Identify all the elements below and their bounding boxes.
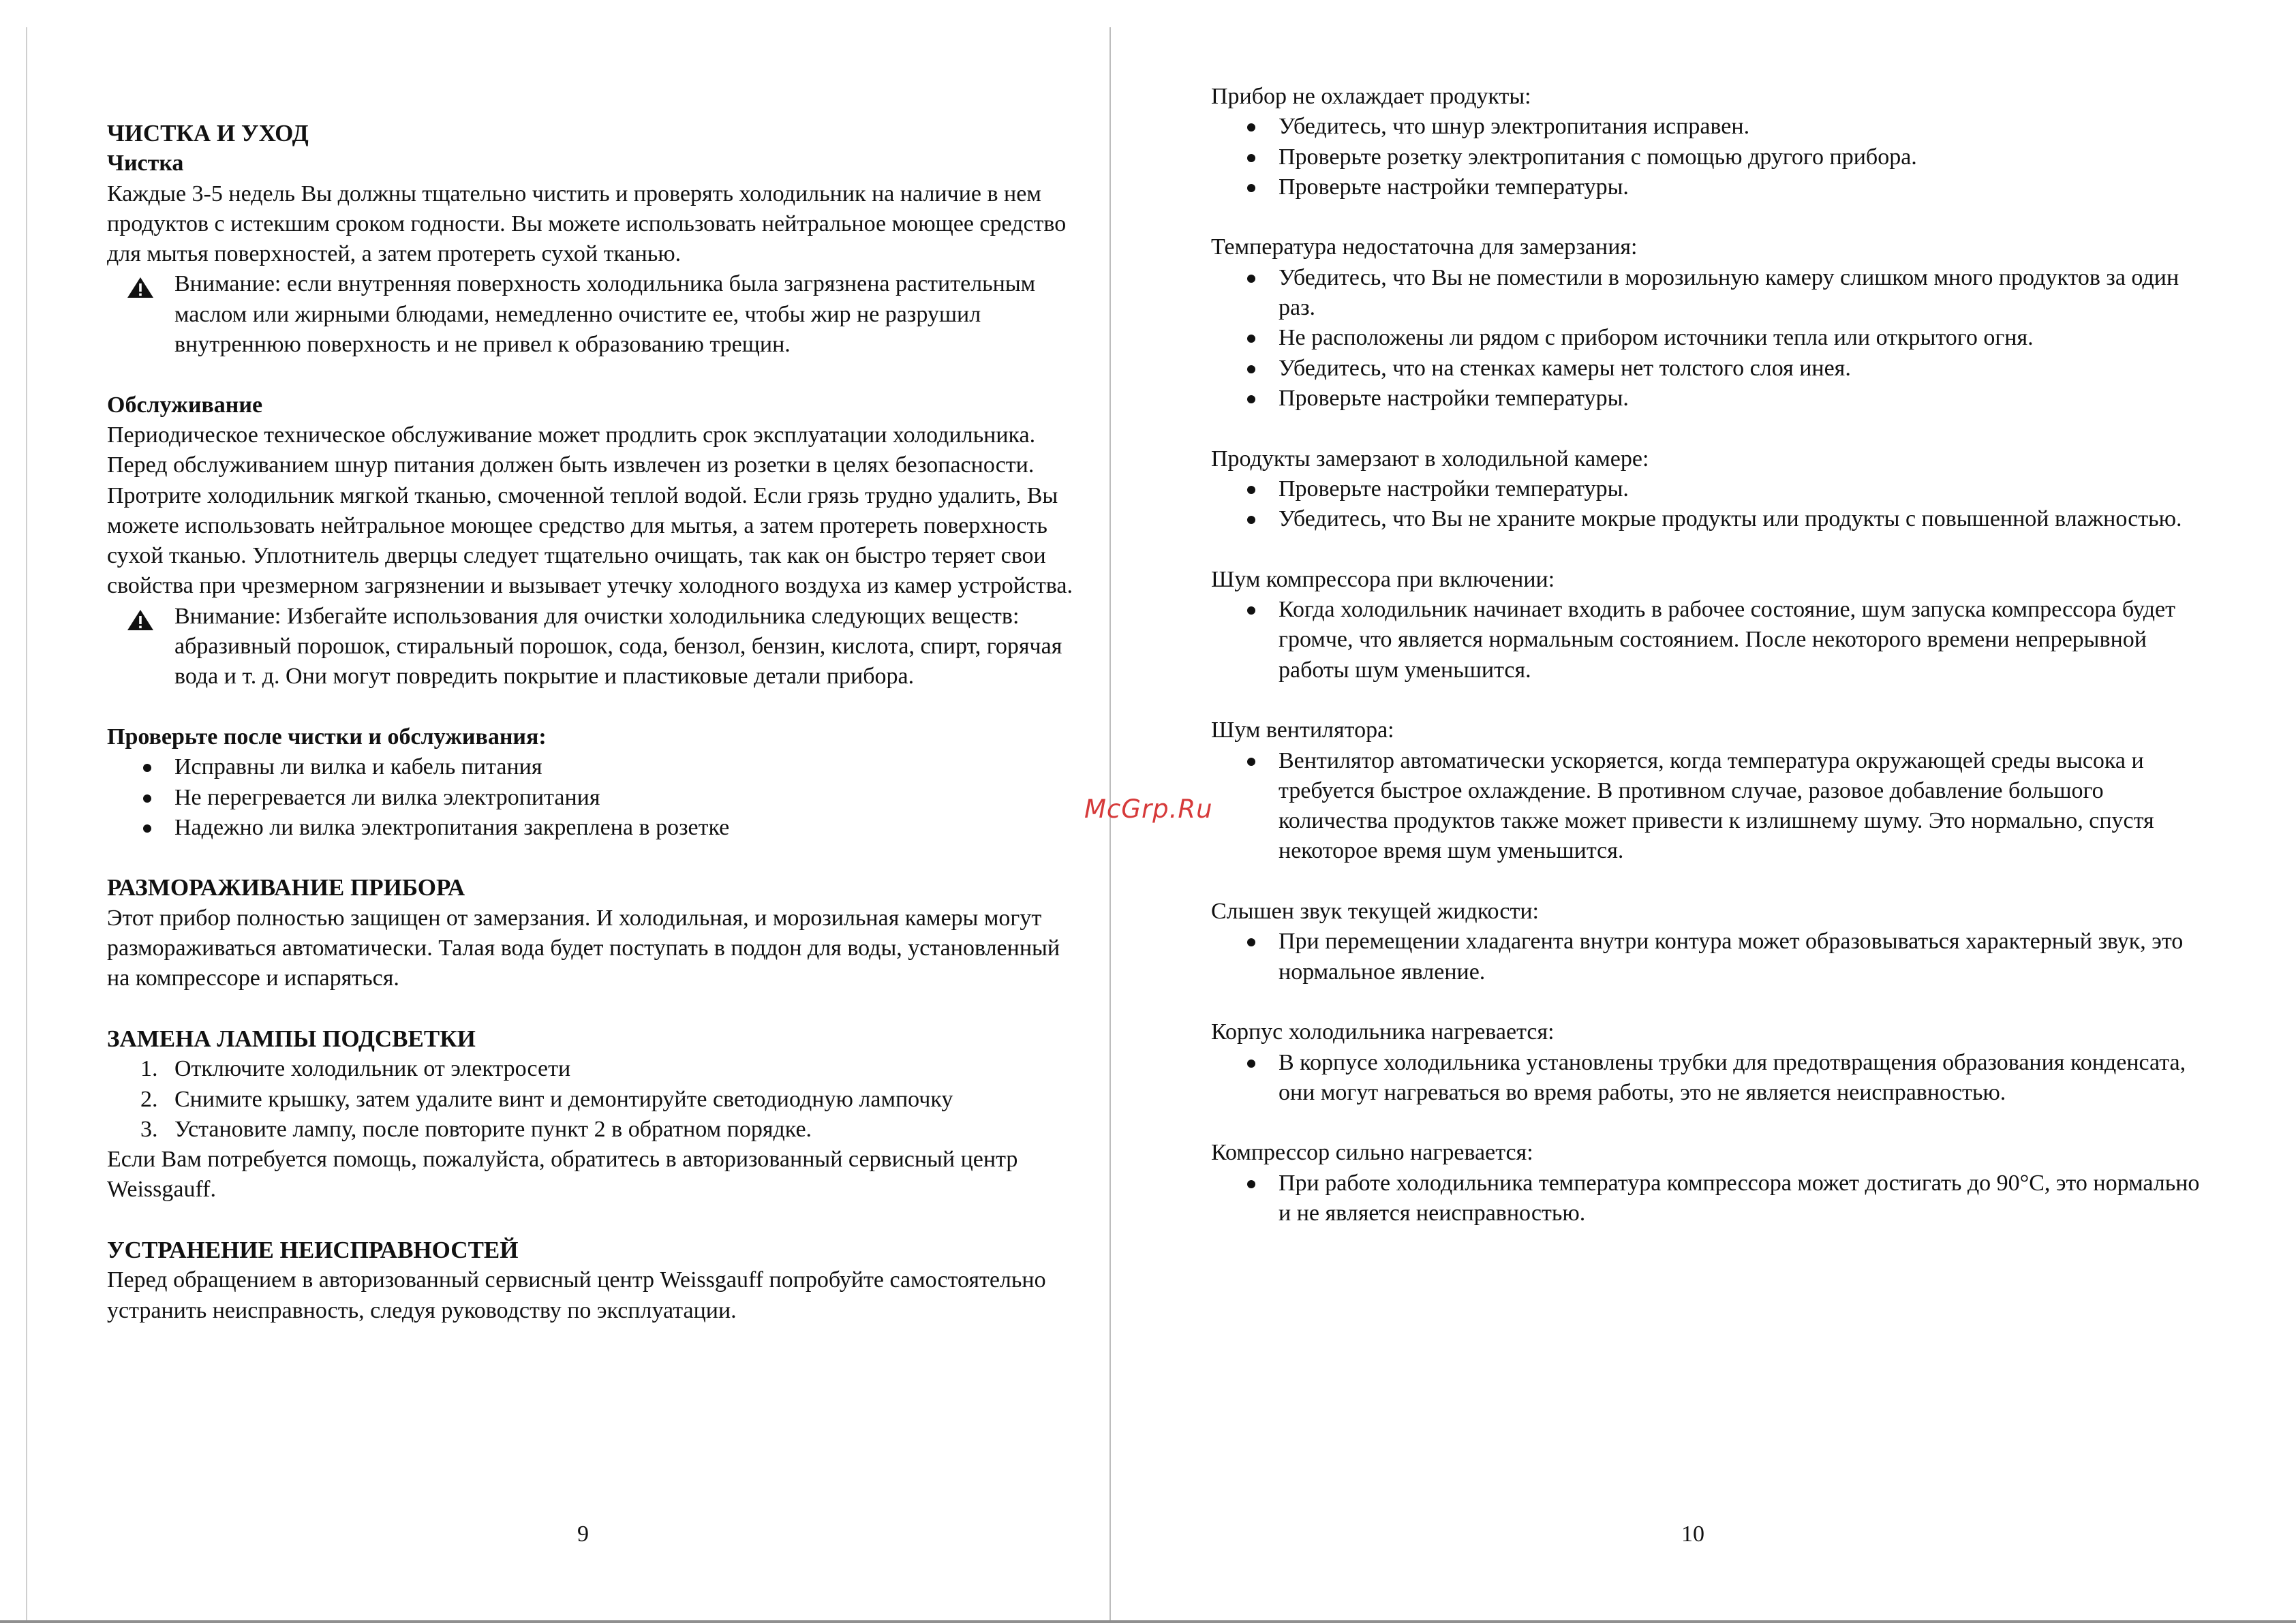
trouble-heading: Прибор не охлаждает продукты: — [1211, 84, 1531, 109]
trouble-section — [1211, 232, 2206, 414]
list-item: Надежно ли вилка электропитания закреплена в розетке — [107, 813, 1075, 843]
bullet — [1247, 516, 1255, 524]
section-title-cleaning-care: ЧИСТКА И УХОД — [107, 120, 309, 146]
lamp-note: Если Вам потребуется помощь, пожалуйста, обратитесь в авторизованный сервисный центр Weissgauff. — [107, 1147, 1018, 1203]
trouble-heading: Корпус холодильника нагревается: — [1211, 1019, 1555, 1045]
left-page — [107, 119, 1075, 1326]
list-item: 2. Снимите крышку, затем удалите винт и демонтируйте светодиодную лампочку — [140, 1086, 953, 1112]
list-item: При перемещении хладагента внутри контура может образовываться характерный звук, это нормальное явление. — [1211, 927, 2206, 987]
trouble-section — [1211, 565, 2206, 685]
subheading-maintenance: Обслуживание — [107, 392, 263, 418]
trouble-section — [1211, 1138, 2206, 1228]
trouble-heading: Компрессор сильно нагревается: — [1211, 1140, 1533, 1166]
check-list — [107, 752, 1075, 843]
list-item: Проверьте настройки температуры. — [1211, 474, 2206, 504]
trouble-heading: Температура недостаточна для замерзания: — [1211, 234, 1638, 260]
bullet — [1247, 365, 1255, 373]
maintenance-warning — [107, 602, 1075, 692]
page-edge-left — [26, 27, 27, 1623]
right-page — [1211, 82, 2206, 1228]
trouble-section — [1211, 82, 2206, 202]
warning-icon — [127, 609, 154, 631]
page-number-left: 9 — [577, 1521, 589, 1547]
bullet — [1247, 123, 1255, 132]
trouble-section — [1211, 715, 2206, 866]
lamp-steps — [107, 1054, 1075, 1145]
bullet — [1247, 184, 1255, 192]
bottom-edge — [0, 1620, 2296, 1623]
maintenance-paragraph: Периодическое техническое обслуживание может продлить срок эксплуатации холодильника. Перед обслуживанием шнур питания должен быть извлечен из розетки в целях безопасности. Протрите холодильник мягкой тканью, смоченной теплой водой. Если грязь трудно удалить, Вы можете использовать нейтральное моющее средство для мытья, а затем протереть поверхность сухой тканью. Уплотнитель дверцы следует тщательно очищать, так как он быстро теряет свои свойства при чрезмерном загрязнении и вызывает утечку холодного воздуха из камер устройства. — [107, 422, 1073, 599]
bullet — [143, 824, 151, 833]
list-item: Проверьте настройки температуры. — [1211, 172, 2206, 202]
list-item: Вентилятор автоматически ускоряется, когда температура окружающей среды высока и требуется быстрое охлаждение. В противном случае, разовое добавление большого количества продуктов также может привести к излишнему шуму. Это нормально, спустя некоторое время шум уменьшится. — [1211, 746, 2206, 867]
trouble-heading: Шум вентилятора: — [1211, 717, 1394, 743]
list-item: Убедитесь, что шнур электропитания исправен. — [1211, 112, 2206, 142]
defrost-paragraph: Этот прибор полностью защищен от замерзания. И холодильная, и морозильная камеры могут размораживаться автоматически. Талая вода будет поступать в поддон для воды, установленный на компрессоре и испаряться. — [107, 905, 1060, 991]
section-title-troubleshoot: УСТРАНЕНИЕ НЕИСПРАВНОСТЕЙ — [107, 1236, 519, 1263]
page-spine-divider — [1109, 27, 1111, 1623]
trouble-section — [1211, 897, 2206, 987]
bullet — [1247, 154, 1255, 162]
cleaning-warning — [107, 269, 1075, 360]
list-item: Проверьте розетку электропитания с помощью другого прибора. — [1211, 142, 2206, 172]
bullet — [1247, 486, 1255, 494]
list-item: В корпусе холодильника установлены трубки для предотвращения образования конденсата, они могут нагреваться во время работы, это не является неисправностью. — [1211, 1048, 2206, 1109]
bullet — [1247, 758, 1255, 766]
section-title-lamp: ЗАМЕНА ЛАМПЫ ПОДСВЕТКИ — [107, 1025, 476, 1052]
trouble-heading: Продукты замерзают в холодильной камере: — [1211, 446, 1649, 472]
list-item: Когда холодильник начинает входить в рабочее состояние, шум запуска компрессора будет громче, что является нормальным состоянием. После некоторого времени непрерывной работы шум уменьшится. — [1211, 595, 2206, 685]
list-item: 3. Установите лампу, после повторите пункт 2 в обратном порядке. — [140, 1116, 812, 1142]
trouble-heading: Слышен звук текущей жидкости: — [1211, 899, 1539, 925]
cleaning-warning-text: Внимание: если внутренняя поверхность холодильника была загрязнена растительным маслом или жирными блюдами, немедленно очистите ее, чтобы жир не разрушил внутреннюю поверхность и не привел к образованию трещин. — [174, 271, 1036, 358]
bullet — [143, 764, 151, 772]
trouble-section — [1211, 1017, 2206, 1108]
list-item: Убедитесь, что Вы не храните мокрые продукты или продукты с повышенной влажностью. — [1211, 504, 2206, 534]
list-item: При работе холодильника температура компрессора может достигать до 90°С, это нормально и не является неисправностью. — [1211, 1169, 2206, 1229]
section-title-defrost: РАЗМОРАЖИВАНИЕ ПРИБОРА — [107, 874, 465, 901]
watermark-text: McGrp.Ru — [1084, 794, 1213, 824]
list-item: Убедитесь, что Вы не поместили в морозильную камеру слишком много продуктов за один раз. — [1211, 263, 2206, 324]
bullet — [1247, 1180, 1255, 1188]
list-item: Убедитесь, что на стенках камеры нет толстого слоя инея. — [1211, 354, 2206, 384]
page-number-right: 10 — [1681, 1521, 1704, 1547]
bullet — [1247, 606, 1255, 615]
bullet — [1247, 335, 1255, 343]
trouble-section — [1211, 444, 2206, 535]
cleaning-paragraph: Каждые 3-5 недель Вы должны тщательно чистить и проверять холодильник на наличие в нем продуктов с истекшим сроком годности. Вы можете использовать нейтральное моющее средство для мытья поверхностей, а затем протереть сухой тканью. — [107, 181, 1067, 267]
list-item: Не расположены ли рядом с прибором источники тепла или открытого огня. — [1211, 323, 2206, 353]
list-item: Не перегревается ли вилка электропитания — [107, 783, 1075, 813]
subheading-cleaning: Чистка — [107, 151, 184, 176]
maintenance-warning-text: Внимание: Избегайте использования для очистки холодильника следующих веществ: абразивный порошок, стиральный порошок, сода, бензол, бензин, кислота, спирт, горячая вода и т. д. Они могут повредить покрытие и пластиковые детали прибора. — [174, 603, 1062, 690]
bullet — [1247, 938, 1255, 946]
list-item: 1. Отключите холодильник от электросети — [140, 1056, 571, 1082]
list-item: Исправны ли вилка и кабель питания — [107, 752, 1075, 782]
bullet — [1247, 1060, 1255, 1068]
list-item: Проверьте настройки температуры. — [1211, 384, 2206, 414]
subheading-check: Проверьте после чистки и обслуживания: — [107, 724, 547, 749]
bullet — [1247, 275, 1255, 283]
bullet — [1247, 395, 1255, 403]
warning-icon — [127, 277, 154, 298]
bullet — [143, 794, 151, 803]
troubleshoot-paragraph: Перед обращением в авторизованный сервисный центр Weissgauff попробуйте самостоятельно устранить неисправность, следуя руководству по эксплуатации. — [107, 1267, 1046, 1323]
trouble-heading: Шум компрессора при включении: — [1211, 566, 1555, 592]
